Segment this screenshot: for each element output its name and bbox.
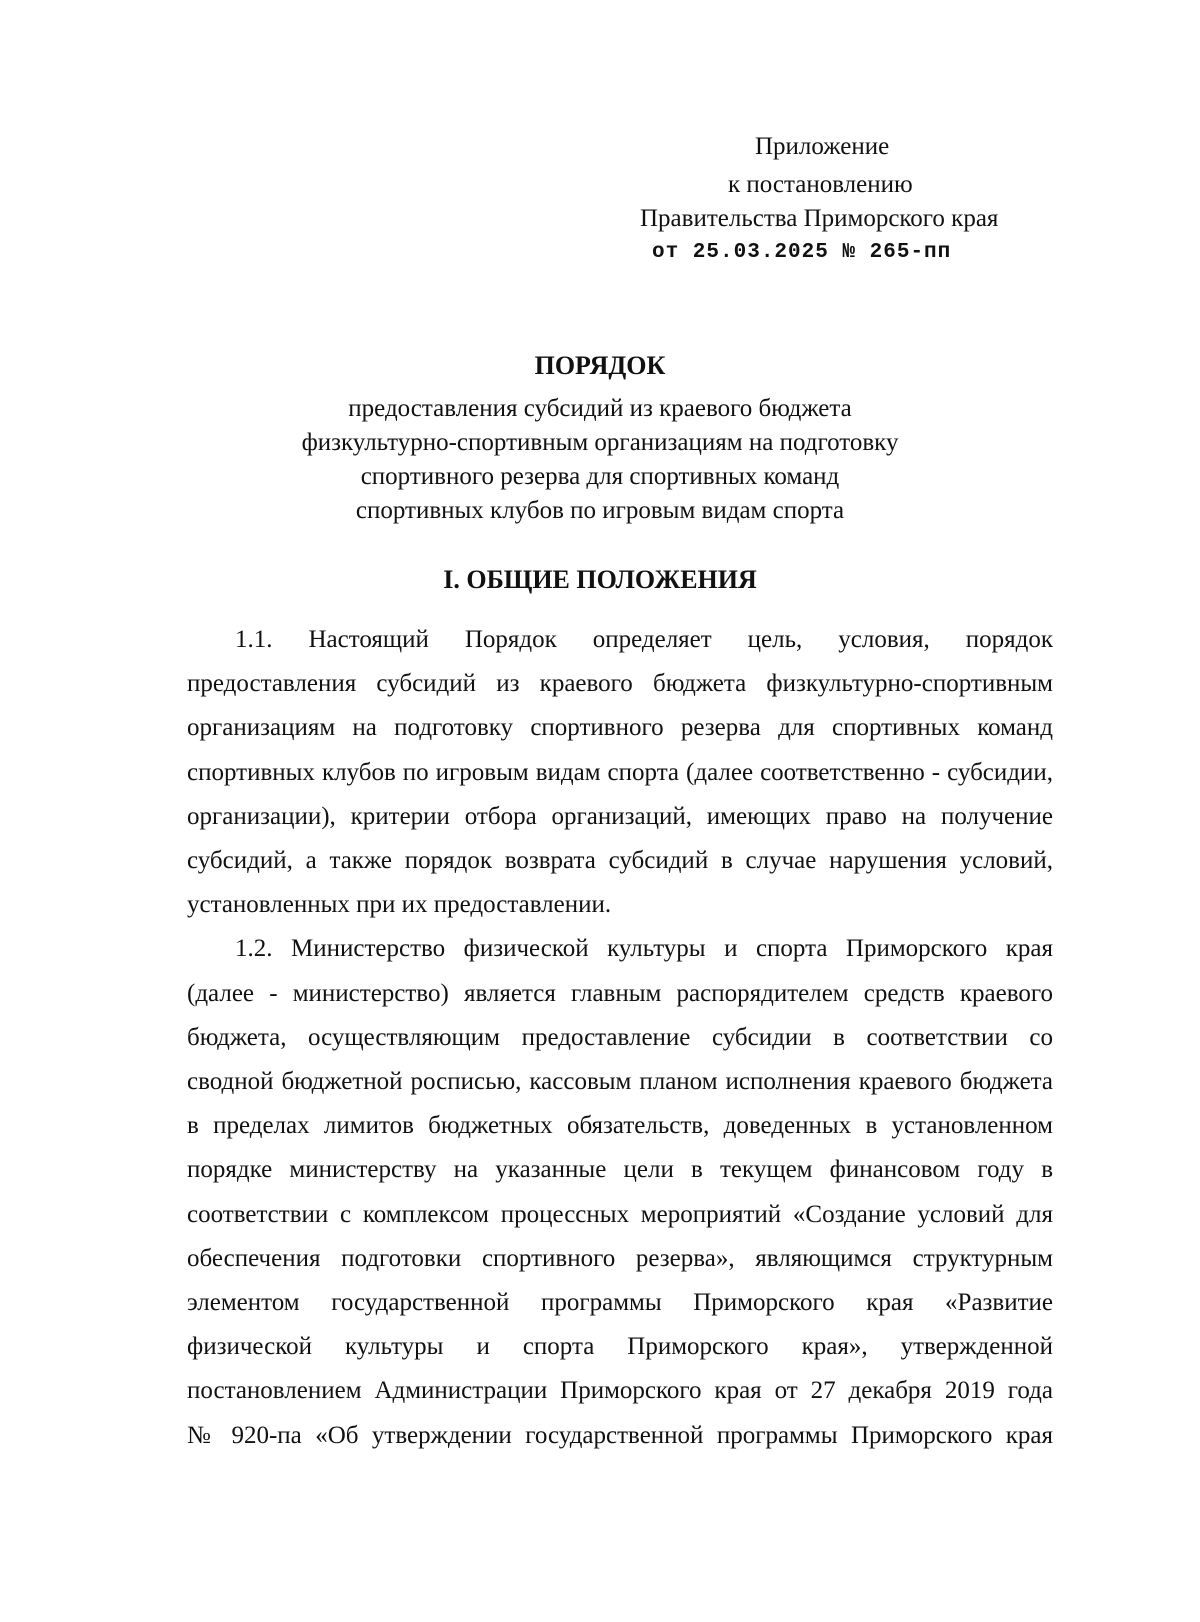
paragraph-line: порядке министерству на указанные цели в текущем финансовом году в bbox=[187, 1156, 1053, 1184]
paragraph-line: бюджета, осуществляющим предоставление субсидии в соответствии со bbox=[187, 1023, 1053, 1051]
paragraph-line: соответствии с комплексом процессных мероприятий «Создание условий для bbox=[187, 1200, 1053, 1228]
paragraph-line: субсидий, а также порядок возврата субсидий в случае нарушения условий, bbox=[187, 847, 1053, 875]
paragraph-line: спортивных клубов по игровым видам спорта (далее соответственно - субсидии, bbox=[187, 758, 1053, 786]
appendix-label: Приложение bbox=[755, 133, 890, 160]
subtitle-line: предоставления субсидий из краевого бюджета bbox=[348, 395, 852, 422]
paragraph-1-1 bbox=[187, 618, 1053, 927]
document-body bbox=[187, 618, 1053, 1458]
paragraph-line: обеспечения подготовки спортивного резерва», являющимся структурным bbox=[187, 1244, 1053, 1272]
appendix-date-number: от 25.03.2025 № 265-пп bbox=[652, 241, 952, 264]
paragraph-line: постановлением Администрации Приморского края от 27 декабря 2019 года bbox=[187, 1377, 1053, 1405]
subtitle-line: физкультурно-спортивным организациям на подготовку bbox=[301, 429, 899, 456]
document-title: ПОРЯДОК bbox=[534, 351, 666, 380]
paragraph-line: элементом государственной программы Приморского края «Развитие bbox=[187, 1289, 1053, 1317]
paragraph-line: организации), критерии отбора организаций, имеющих право на получение bbox=[187, 802, 1053, 830]
paragraph-line: физической культуры и спорта Приморского края», утвержденной bbox=[187, 1333, 1053, 1361]
appendix-government: Правительства Приморского края bbox=[640, 205, 999, 232]
appendix-to-resolution: к постановлению bbox=[728, 171, 913, 198]
paragraph-line: 1.2. Министерство физической культуры и спорта Приморского края bbox=[235, 935, 1053, 963]
paragraph-line: сводной бюджетной росписью, кассовым планом исполнения краевого бюджета bbox=[187, 1068, 1053, 1096]
paragraph-line: предоставления субсидий из краевого бюджета физкультурно-спортивным bbox=[187, 670, 1053, 698]
paragraph-line: в пределах лимитов бюджетных обязательств, доведенных в установленном bbox=[187, 1112, 1053, 1140]
document-subtitle bbox=[0, 392, 1200, 528]
subtitle-line: спортивного резерва для спортивных команд bbox=[360, 463, 840, 490]
paragraph-1-2 bbox=[187, 927, 1053, 1457]
paragraph-line: № 920-па «Об утверждении государственной программы Приморского края bbox=[187, 1421, 1053, 1449]
paragraph-line: организациям на подготовку спортивного резерва для спортивных команд bbox=[187, 714, 1053, 742]
subtitle-line: спортивных клубов по игровым видам спорта bbox=[355, 497, 845, 524]
appendix-reference bbox=[640, 130, 1060, 270]
paragraph-line: 1.1. Настоящий Порядок определяет цель, условия, порядок bbox=[235, 626, 1053, 653]
paragraph-line: установленных при их предоставлении. bbox=[187, 891, 612, 919]
section-heading: I. ОБЩИЕ ПОЛОЖЕНИЯ bbox=[443, 565, 757, 594]
paragraph-line: (далее - министерство) является главным распорядителем средств краевого bbox=[187, 979, 1053, 1007]
